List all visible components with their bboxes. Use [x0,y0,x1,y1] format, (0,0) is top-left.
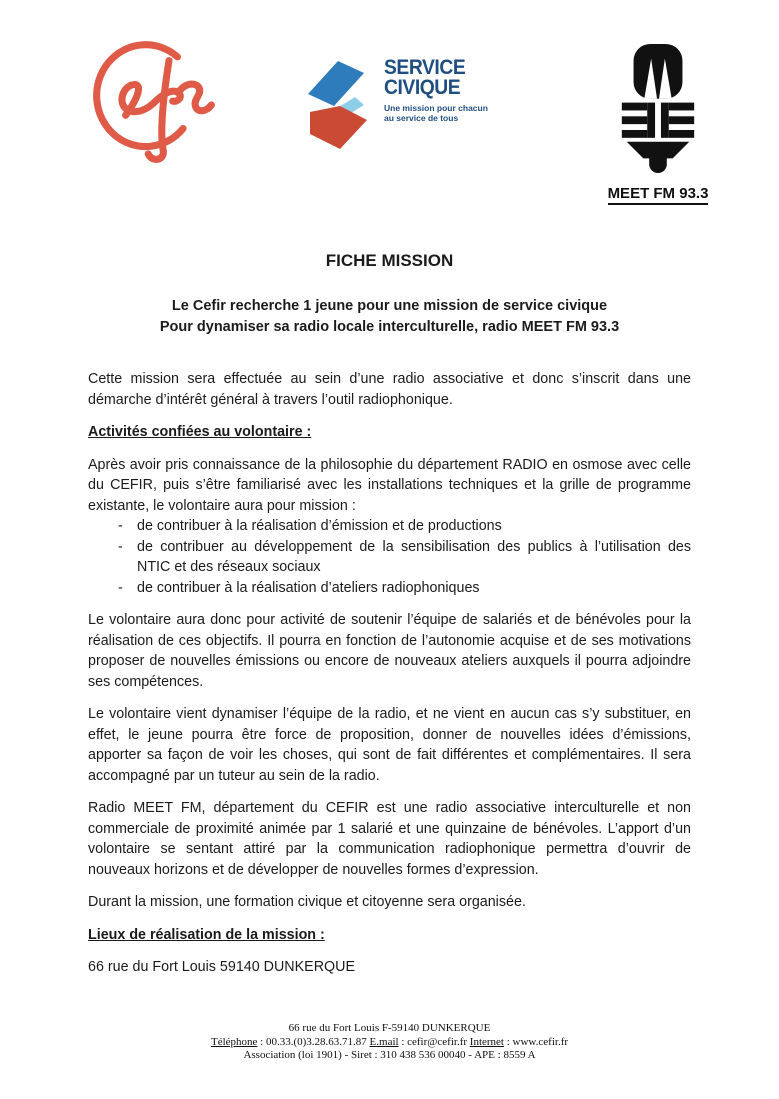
document-body [88,0,691,978]
subtitle-line1: Le Cefir recherche 1 jeune pour une mission de service civique [171,298,608,314]
service-civique-title-line2: CIVIQUE [384,76,461,99]
meet-fm-label: MEET FM 93.3 [608,185,709,205]
bullet-text: de contribuer au développement de la sensibilisation des publics à l’utilisation des NTIC et des réseaux sociaux [137,538,691,575]
bullet-dash: - [118,518,123,534]
footer-contacts [0,1036,779,1050]
footer-web-value: : www.cefir.fr [503,1035,569,1048]
paragraph-dynamiser: Le volontaire vient dynamiser l’équipe de la radio, et ne vient en aucun cas s’y substituer, en effet, le jeune pourra être force de proposition, donner de nouvelles idées d’émissions, apporter sa façon de voir les choses, qui sont de fait différentes et complémentaires. Il sera accompagné par un tuteur au sein de la radio. [88,706,691,784]
bullet-dash: - [118,579,123,596]
footer-phone-label: Téléphone [210,1035,258,1048]
bullet-dash: - [118,538,123,555]
paragraph-formation: Durant la mission, une formation civique et citoyenne sera organisée. [88,894,526,910]
section-heading-activites: Activités confiées au volontaire : [88,424,312,440]
page-title: FICHE MISSION [325,251,454,270]
bullet-text: de contribuer à la réalisation d’ateliers radiophoniques [137,579,480,596]
footer-address: 66 rue du Fort Louis F-59140 DUNKERQUE [288,1022,491,1034]
subtitle-line2: Pour dynamiser sa radio locale interculturelle, radio MEET FM 93.3 [159,319,620,335]
footer-phone-value: : 00.33.(0)3.28.63.71.87 [257,1035,370,1048]
list-item [88,578,691,599]
service-civique-tagline-line2: au service de tous [384,113,459,123]
paragraph-soutenir: Le volontaire aura donc pour activité de soutenir l’équipe de salariés et de bénévoles pour la réalisation de ces objectifs. Il pourra en fonction de l’autonomie acquise et de ses motivations proposer de nouvelles émissions ou encore de nouveaux ateliers auxquels il pourra adjoindre ses compétences. [88,612,691,690]
mission-bullet-list [88,516,691,598]
document-subtitle [88,296,691,338]
paragraph-radio-meet: Radio MEET FM, département du CEFIR est une radio associative interculturelle et non commerciale de proximité animée par 1 salarié et une quinzaine de bénévoles. L’apport d’un volontaire se sentant attiré par la communication radiophonique permettra d’ouvrir de nouveaux horizons et de développer de nouvelles formes d’expression. [88,800,691,878]
paragraph-intro: Cette mission sera effectuée au sein d’une radio associative et donc s’inscrit dans une démarche d’intérêt général à travers l’outil radiophonique. [88,371,691,408]
bullet-text: de contribuer à la réalisation d’émission et de productions [137,518,502,534]
service-civique-title-line1: SERVICE [384,56,466,79]
service-civique-tagline-line1: Une mission pour chacun [384,103,488,113]
list-item [88,537,691,578]
footer-web-label: Internet [469,1035,504,1048]
footer-email-label: E.mail [369,1035,399,1048]
page-footer [0,1022,779,1063]
address-line: 66 rue du Fort Louis 59140 DUNKERQUE [88,959,356,975]
footer-legal: Association (loi 1901) - Siret : 310 438 536 00040 - APE : 8559 A [243,1049,536,1061]
section-heading-lieux: Lieux de réalisation de la mission : [88,926,325,943]
list-item [88,516,691,537]
paragraph-apres: Après avoir pris connaissance de la philosophie du département RADIO en osmose avec celle du CEFIR, puis s’être familiarisé avec les installations techniques et la grille de programme existante, le volontaire aura pour mission : [88,456,691,514]
footer-email-value: : cefir@cefir.fr [398,1035,470,1048]
